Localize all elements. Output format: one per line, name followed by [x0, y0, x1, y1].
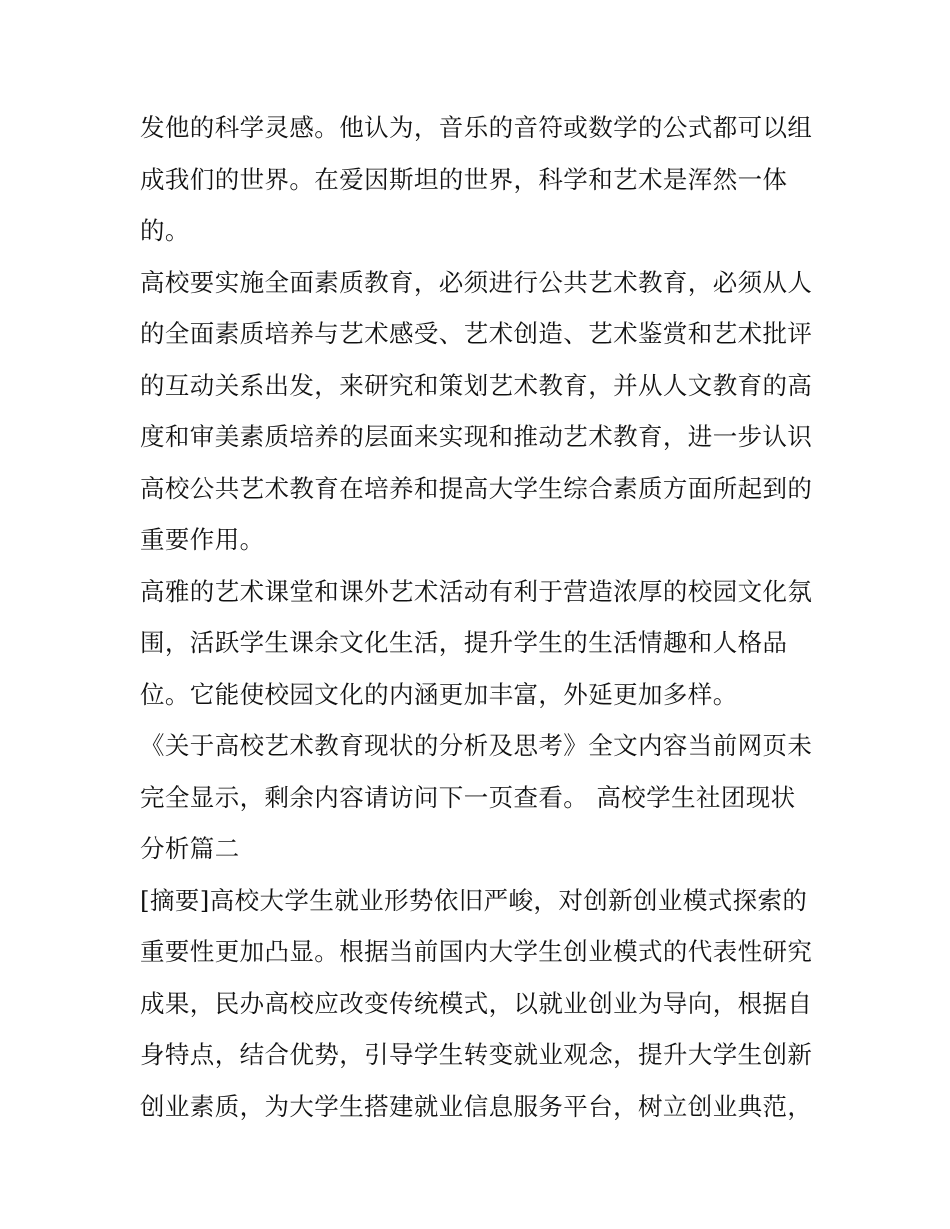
text-line: 高校要实施全面素质教育，必须进行公共艺术教育，必须从人 [140, 267, 813, 297]
text-line: 的互动关系出发，来研究和策划艺术教育，并从人文教育的高 [140, 370, 813, 400]
text-line: 高校公共艺术教育在培养和提高大学生综合素质方面所起到的 [140, 473, 813, 503]
text-line: 度和审美素质培养的层面来实现和推动艺术教育，进一步认识 [140, 422, 813, 451]
text-line: 位。它能使校园文化的内涵更加丰富，外延更加多样。 [140, 679, 738, 709]
text-line: 围，活跃学生课余文化生活，提升学生的生活情趣和人格品 [140, 628, 788, 657]
body-text [140, 102, 820, 1132]
text-line: [摘要]高校大学生就业形势依旧严峻，对创新创业模式探索的 [140, 885, 808, 915]
text-line: 重要性更加凸显。根据当前国内大学生创业模式的代表性研究 [140, 937, 813, 966]
text-line: 成我们的世界。在爱因斯坦的世界，科学和艺术是浑然一体 [140, 164, 788, 194]
text-line: 创业素质，为大学生搭建就业信息服务平台，树立创业典范， [140, 1091, 813, 1121]
text-line: 的全面素质培养与艺术感受、艺术创造、艺术鉴赏和艺术批评 [140, 319, 813, 348]
text-line: 身特点，结合优势，引导学生转变就业观念，提升大学生创新 [140, 1040, 813, 1069]
text-line: 发他的科学灵感。他认为，音乐的音符或数学的公式都可以组 [140, 113, 813, 142]
text-line: 分析篇二 [140, 834, 240, 863]
text-line: 高雅的艺术课堂和课外艺术活动有利于营造浓厚的校园文化氛 [140, 576, 813, 606]
text-line: 《关于高校艺术教育现状的分析及思考》全文内容当前网页未 [140, 731, 813, 760]
text-line: 的。 [140, 216, 190, 245]
text-line: 重要作用。 [140, 525, 265, 554]
text-line: 完全显示，剩余内容请访问下一页查看。 高校学生社团现状 [140, 782, 796, 812]
text-line: 成果，民办高校应改变传统模式，以就业创业为导向，根据自 [140, 988, 813, 1018]
